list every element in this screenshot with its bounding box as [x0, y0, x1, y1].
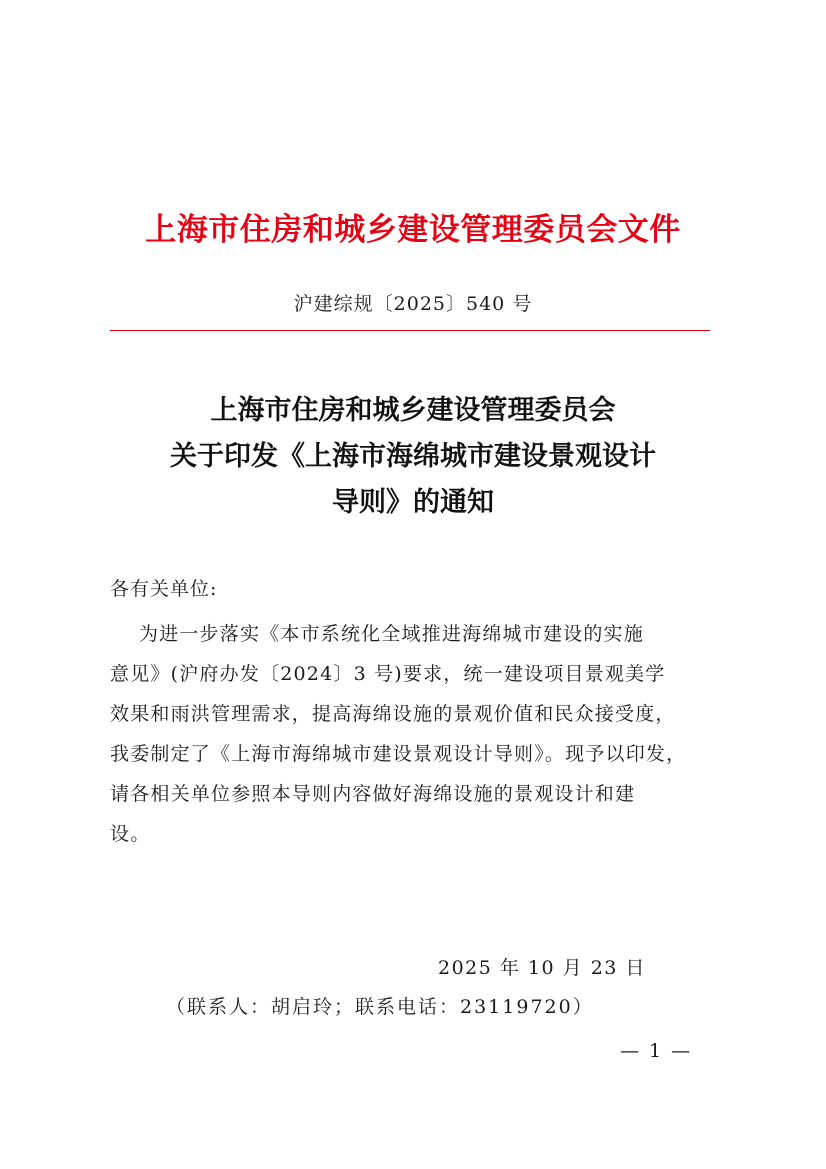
- notice-title-line-2: 关于印发《上海市海绵城市建设景观设计: [170, 441, 656, 472]
- body-line-5: 请各相关单位参照本导则内容做好海绵设施的景观设计和建: [110, 783, 636, 805]
- page-number: — 1 —: [620, 1040, 693, 1062]
- notice-title-line-3: 导则》的通知: [332, 487, 494, 518]
- document-number: 沪建综规〔2025〕540 号: [293, 293, 533, 315]
- body-line-4: 我委制定了《上海市海绵城市建设景观设计导则》。现予以印发，: [110, 743, 687, 765]
- notice-title: [0, 388, 826, 526]
- body-line-6: 设。: [110, 823, 151, 845]
- body-line-1: 为进一步落实《本市系统化全域推进海绵城市建设的实施: [110, 623, 644, 645]
- red-divider-line: [110, 330, 710, 331]
- body-line-2: 意见》(沪府办发〔2024〕3 号)要求，统一建设项目景观美学: [110, 663, 666, 685]
- notice-title-line-1: 上海市住房和城乡建设管理委员会: [210, 395, 616, 426]
- body-line-3: 效果和雨洪管理需求，提高海绵设施的景观价值和民众接受度，: [110, 703, 676, 725]
- contact-info: （联系人：胡启玲；联系电话：23119720）: [166, 996, 594, 1018]
- issuing-authority-header: 上海市住房和城乡建设管理委员会文件: [145, 212, 681, 248]
- issue-date: 2025 年 10 月 23 日: [438, 957, 646, 979]
- body-paragraph: [110, 614, 718, 854]
- salutation: 各有关单位:: [110, 578, 218, 600]
